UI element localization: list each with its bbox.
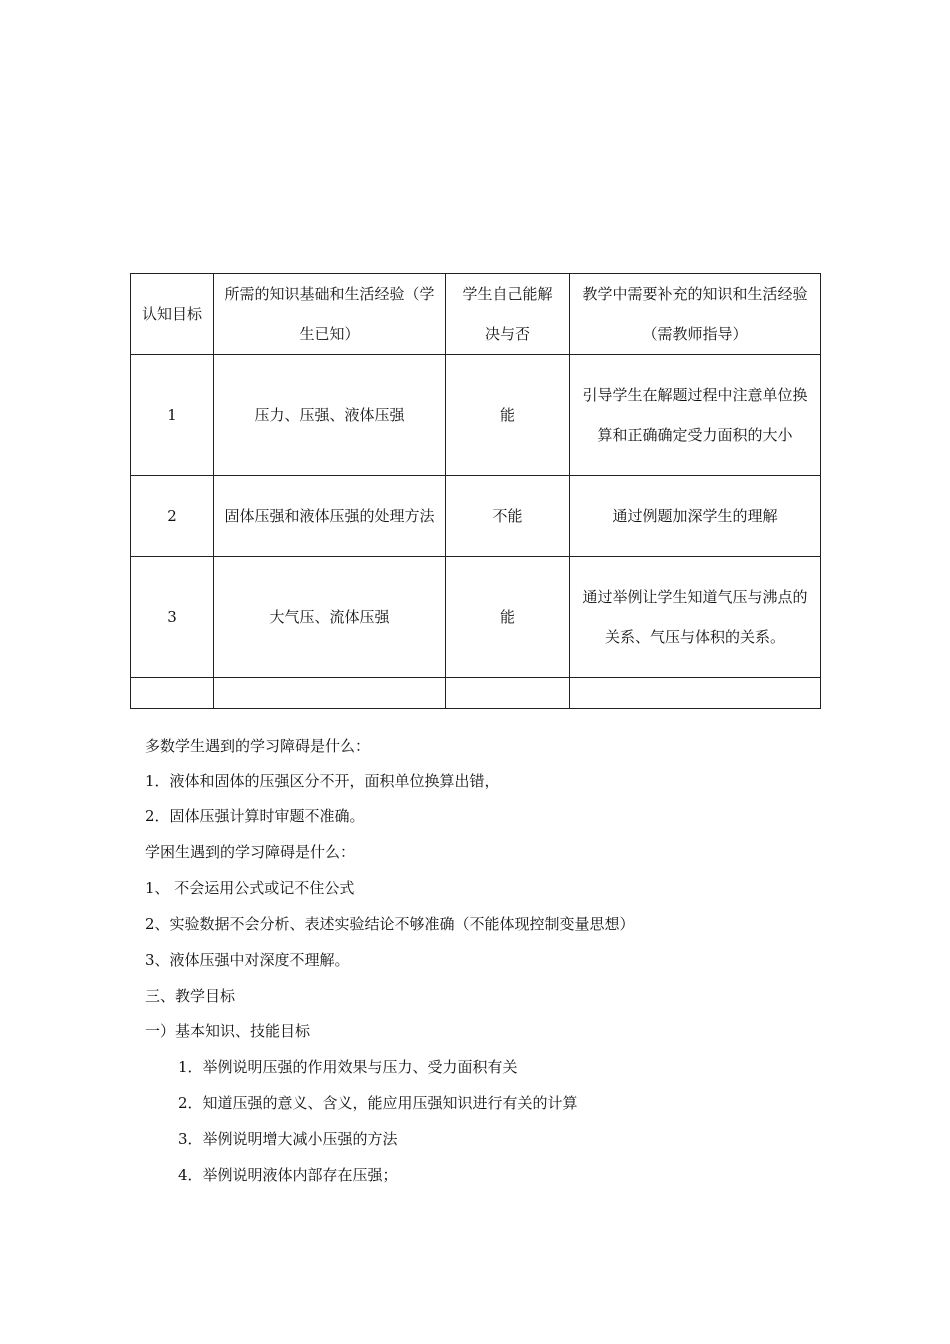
learning-analysis-table — [130, 273, 821, 709]
header-self-solvable: 学生自己能解决与否 — [446, 274, 570, 355]
table-cell: 通过例题加深学生的理解 — [570, 476, 821, 557]
table-cell: 压力、压强、液体压强 — [214, 355, 446, 476]
table-cell: 不能 — [446, 476, 570, 557]
table-cell: 1 — [131, 355, 214, 476]
paragraph-struggling-2: 2、实验数据不会分析、表述实验结论不够准确（不能体现控制变量思想） — [145, 915, 635, 933]
table-cell: 3 — [131, 557, 214, 678]
paragraph-struggling-3: 3、液体压强中对深度不理解。 — [145, 951, 350, 969]
header-prior-knowledge: 所需的知识基础和生活经验（学生已知） — [214, 274, 446, 355]
table-cell — [131, 678, 214, 709]
table-header-row — [131, 274, 821, 355]
objective-item: 1．举例说明压强的作用效果与压力、受力面积有关 — [178, 1058, 518, 1076]
table-row — [131, 355, 821, 476]
table-cell: 大气压、流体压强 — [214, 557, 446, 678]
table-cell: 2 — [131, 476, 214, 557]
paragraph-common-obstacles-heading: 多数学生遇到的学习障碍是什么： — [145, 737, 371, 755]
table-cell: 能 — [446, 355, 570, 476]
paragraph-obstacle-1: 1．液体和固体的压强区分不开，面积单位换算出错， — [145, 772, 500, 790]
section-heading-teaching-goals: 三、教学目标 — [145, 987, 236, 1005]
objective-item: 3．举例说明增大减小压强的方法 — [178, 1130, 398, 1148]
table-cell: 引导学生在解题过程中注意单位换算和正确确定受力面积的大小 — [570, 355, 821, 476]
objective-item: 2．知道压强的意义、含义，能应用压强知识进行有关的计算 — [178, 1094, 578, 1112]
table-cell — [570, 678, 821, 709]
table-row-empty — [131, 678, 821, 709]
subsection-heading-basic-skills: 一）基本知识、技能目标 — [145, 1022, 311, 1040]
table-row — [131, 476, 821, 557]
table-cell: 固体压强和液体压强的处理方法 — [214, 476, 446, 557]
paragraph-obstacle-2: 2．固体压强计算时审题不准确。 — [145, 807, 365, 825]
table-cell: 通过举例让学生知道气压与沸点的关系、气压与体积的关系。 — [570, 557, 821, 678]
table-cell: 能 — [446, 557, 570, 678]
header-supplement-needed: 教学中需要补充的知识和生活经验（需教师指导） — [570, 274, 821, 355]
table-cell — [214, 678, 446, 709]
header-cognitive-goal: 认知目标 — [131, 274, 214, 355]
paragraph-struggling-heading: 学困生遇到的学习障碍是什么： — [145, 843, 356, 861]
table-row — [131, 557, 821, 678]
paragraph-struggling-1: 1、 不会运用公式或记不住公式 — [145, 879, 355, 897]
objective-item: 4．举例说明液体内部存在压强； — [178, 1166, 398, 1184]
table-cell — [446, 678, 570, 709]
